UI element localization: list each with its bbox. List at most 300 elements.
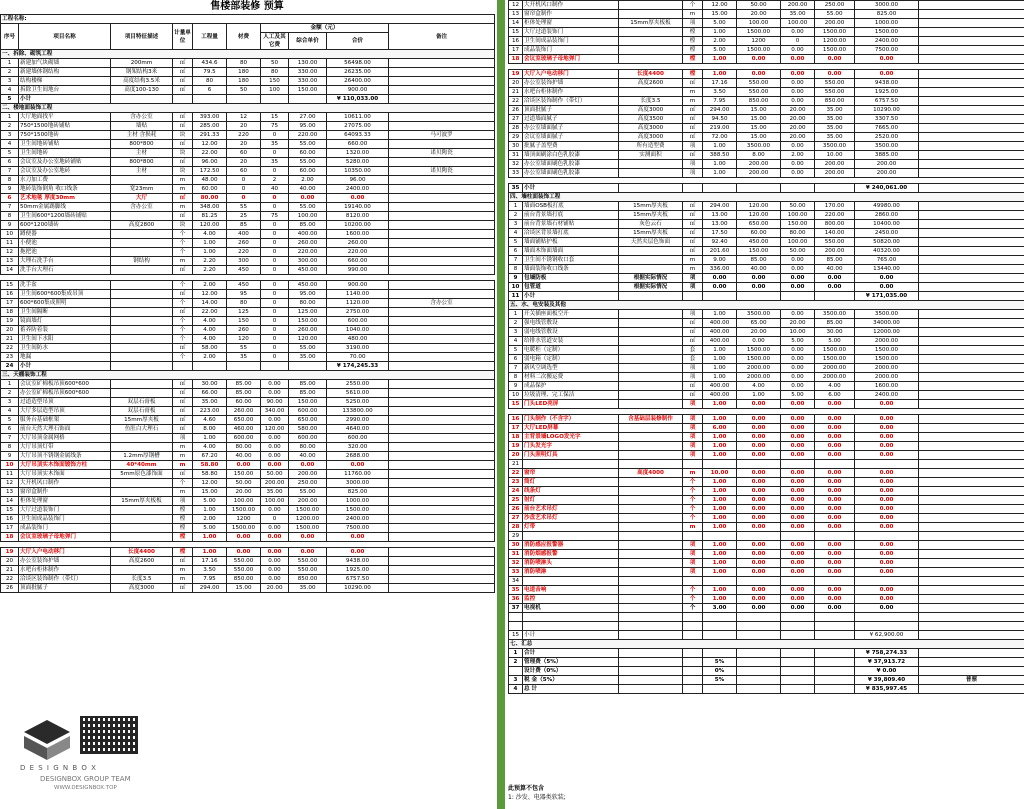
table-cell: 0.00 xyxy=(227,461,261,470)
table-cell: 新建加气块砌墙 xyxy=(19,59,111,68)
table-cell: 22 xyxy=(509,97,523,106)
header-spec: 项目特征描述 xyxy=(111,24,173,50)
table-cell: 550.00 xyxy=(289,566,327,575)
table-cell: 灰色云石 xyxy=(619,220,683,229)
table-cell: 55 xyxy=(227,203,261,212)
table-cell: 办公室墙面刷色乳胶漆 xyxy=(523,160,619,169)
table-cell: 1.00 xyxy=(703,550,737,559)
table-cell: 260 xyxy=(227,239,261,248)
table-row xyxy=(509,19,1024,28)
table-cell xyxy=(919,622,1024,631)
table-row xyxy=(509,676,1024,685)
table-cell xyxy=(781,613,815,622)
table-cell: 450 xyxy=(227,281,261,290)
table-cell: ㎡ xyxy=(173,584,193,593)
table-cell: 前台背景墙打底 xyxy=(523,211,619,220)
table-cell xyxy=(111,239,173,248)
table-cell: 55.00 xyxy=(289,140,327,149)
table-row xyxy=(509,169,1024,178)
table-cell: ㎡ xyxy=(683,337,703,346)
table-cell: 射灯 xyxy=(523,496,619,505)
table-cell: 0.00 xyxy=(781,46,815,55)
table-cell xyxy=(261,95,289,104)
table-cell: 2400.00 xyxy=(855,391,919,400)
table-row xyxy=(1,461,495,470)
table-cell xyxy=(389,533,495,542)
table-cell: 900.00 xyxy=(327,86,389,95)
table-cell: 材料二次搬运费 xyxy=(523,373,619,382)
table-cell xyxy=(619,460,683,469)
table-cell: 40.00 xyxy=(227,452,261,461)
table-cell: 40 xyxy=(261,185,289,194)
table-cell: 0.00 xyxy=(855,568,919,577)
table-cell: 0.00 xyxy=(261,557,289,566)
table-cell: 58.80 xyxy=(193,461,227,470)
table-row xyxy=(1,239,495,248)
table-cell: m xyxy=(173,566,193,575)
table-cell: 85.00 xyxy=(815,256,855,265)
table-cell: 1.00 xyxy=(703,442,737,451)
table-cell xyxy=(919,337,1024,346)
table-cell: 卫生间隔断 xyxy=(19,308,111,317)
table-cell: ㎡ xyxy=(173,389,193,398)
table-cell xyxy=(619,577,683,586)
table-cell: 85.00 xyxy=(289,221,327,230)
table-cell: 600.00 xyxy=(289,434,327,443)
table-cell: ¥ 171,035.00 xyxy=(855,292,919,301)
table-cell xyxy=(737,685,781,694)
table-cell xyxy=(111,95,173,104)
table-cell: 个 xyxy=(683,595,703,604)
table-cell: 2688.00 xyxy=(327,452,389,461)
table-cell: 项 xyxy=(683,568,703,577)
table-cell xyxy=(111,389,173,398)
table-row xyxy=(1,407,495,416)
table-row xyxy=(509,460,1024,469)
table-cell: 15 xyxy=(261,113,289,122)
table-cell: 0.00 xyxy=(781,283,815,292)
table-row xyxy=(509,124,1024,133)
table-cell xyxy=(919,523,1024,532)
table-cell: 6 xyxy=(193,86,227,95)
table-cell: 220.00 xyxy=(815,211,855,220)
table-cell: 消防喷淋 xyxy=(523,568,619,577)
table-cell xyxy=(919,37,1024,46)
table-row xyxy=(509,631,1024,640)
table-cell xyxy=(619,46,683,55)
table-cell xyxy=(619,28,683,37)
table-row xyxy=(509,10,1024,19)
table-row xyxy=(509,337,1024,346)
table-cell xyxy=(919,382,1024,391)
table-cell: 天然夹层色饰面 xyxy=(619,238,683,247)
table-cell: ㎡ xyxy=(683,151,703,160)
table-cell: 450.00 xyxy=(737,238,781,247)
table-row xyxy=(1,158,495,167)
table-cell: 2000.00 xyxy=(855,373,919,382)
table-cell xyxy=(919,124,1024,133)
table-cell xyxy=(781,667,815,676)
table-cell: 5250.00 xyxy=(327,398,389,407)
table-cell: 5% xyxy=(703,658,737,667)
table-cell: 25 xyxy=(227,212,261,221)
table-cell: 大厅地面找平 xyxy=(19,113,111,122)
table-cell: ㎡ xyxy=(683,238,703,247)
table-cell: 9 xyxy=(509,274,523,283)
table-row xyxy=(509,505,1024,514)
table-cell: 洽谈区装饰制作（带灯） xyxy=(19,575,111,584)
table-cell: 9 xyxy=(509,382,523,391)
table-row xyxy=(509,319,1024,328)
table-cell: m xyxy=(173,185,193,194)
table-cell xyxy=(523,622,619,631)
table-cell: 32 xyxy=(509,559,523,568)
table-cell: 含办公室 xyxy=(111,203,173,212)
table-cell: 6 xyxy=(1,425,19,434)
section-title: 四、墙柱面装饰工程 xyxy=(509,193,1024,202)
table-row xyxy=(1,95,495,104)
table-cell: 180 xyxy=(227,77,261,86)
table-cell: 13.00 xyxy=(703,211,737,220)
table-cell xyxy=(919,169,1024,178)
table-cell xyxy=(781,631,815,640)
table-cell: 项 xyxy=(683,373,703,382)
table-row xyxy=(1,566,495,575)
table-cell: 项 xyxy=(683,283,703,292)
table-cell: 400.00 xyxy=(289,230,327,239)
table-cell: 2860.00 xyxy=(855,211,919,220)
table-cell: ㎡ xyxy=(173,344,193,353)
table-cell xyxy=(619,514,683,523)
table-cell: 1500.00 xyxy=(737,355,781,364)
table-cell: 0.00 xyxy=(855,595,919,604)
table-cell: 1.00 xyxy=(703,364,737,373)
table-cell: 16 xyxy=(509,415,523,424)
table-cell xyxy=(111,176,173,185)
table-cell: 56498.00 xyxy=(327,59,389,68)
table-cell: 825.00 xyxy=(327,488,389,497)
table-cell: 15.00 xyxy=(227,584,261,593)
table-cell xyxy=(737,658,781,667)
table-cell: 2.00 xyxy=(193,515,227,524)
table-cell: 1140.00 xyxy=(327,290,389,299)
table-cell: 0.00 xyxy=(737,478,781,487)
table-cell: 过道墙面腻子 xyxy=(523,115,619,124)
table-cell: 大厅LED屏幕 xyxy=(523,424,619,433)
table-cell xyxy=(919,577,1024,586)
header-name: 项目名称 xyxy=(19,24,111,50)
table-cell xyxy=(919,151,1024,160)
table-cell: ¥ 110,033.00 xyxy=(327,95,389,104)
table-cell: 樘 xyxy=(173,515,193,524)
table-cell xyxy=(619,541,683,550)
right-table-body xyxy=(509,1,1024,694)
table-cell xyxy=(619,169,683,178)
table-cell: 0 xyxy=(261,326,289,335)
table-cell: 4 xyxy=(1,407,19,416)
table-cell: 40.00 xyxy=(815,265,855,274)
table-cell: 9438.00 xyxy=(327,557,389,566)
table-cell: 0 xyxy=(261,131,289,140)
table-cell: 17.50 xyxy=(703,229,737,238)
table-cell: 0 xyxy=(261,308,289,317)
table-cell xyxy=(919,550,1024,559)
table-cell: ㎡ xyxy=(683,106,703,115)
table-row xyxy=(1,425,495,434)
table-cell: 85.00 xyxy=(227,380,261,389)
table-cell: 20 xyxy=(509,79,523,88)
table-cell: 块 xyxy=(173,131,193,140)
table-row xyxy=(509,142,1024,151)
table-cell: 13 xyxy=(1,488,19,497)
table-cell: ㎡ xyxy=(683,319,703,328)
table-cell: m xyxy=(683,256,703,265)
table-row xyxy=(1,248,495,257)
table-cell: 35.00 xyxy=(815,133,855,142)
table-cell: 26400.00 xyxy=(327,77,389,86)
table-cell xyxy=(815,658,855,667)
table-row xyxy=(509,265,1024,274)
table-cell: 0 xyxy=(261,230,289,239)
table-cell: 大厅入户电动移门 xyxy=(19,548,111,557)
table-cell: 31 xyxy=(509,550,523,559)
table-cell xyxy=(703,292,737,301)
section-header-row xyxy=(509,193,1024,202)
table-cell: 钢架结构3米 xyxy=(111,68,173,77)
table-cell xyxy=(389,524,495,533)
table-row xyxy=(1,176,495,185)
table-cell: 会议室及办公室地砖 xyxy=(19,167,111,176)
table-cell: 600*600集成照明 xyxy=(19,299,111,308)
table-cell: 120.00 xyxy=(737,202,781,211)
table-cell: 1.00 xyxy=(703,559,737,568)
table-cell: 75 xyxy=(261,122,289,131)
table-cell: 850.00 xyxy=(737,97,781,106)
table-cell: 墙面铺贴护板 xyxy=(523,238,619,247)
table-cell: 0.00 xyxy=(737,559,781,568)
table-cell: 消防喷淋头 xyxy=(523,559,619,568)
table-cell: 150.00 xyxy=(289,398,327,407)
table-row xyxy=(1,452,495,461)
table-cell: 5.00 xyxy=(193,497,227,506)
table-cell: 550.00 xyxy=(227,557,261,566)
table-row xyxy=(1,344,495,353)
table-cell: 卫生间地砖铺贴 xyxy=(19,140,111,149)
table-cell: 7665.00 xyxy=(855,124,919,133)
table-row xyxy=(1,335,495,344)
table-cell: 3.00 xyxy=(703,604,737,613)
table-cell: 3 xyxy=(1,77,19,86)
table-cell xyxy=(703,649,737,658)
table-cell: 高度4000 xyxy=(619,469,683,478)
table-cell xyxy=(619,10,683,19)
table-cell: 门头照明灯具 xyxy=(523,451,619,460)
table-cell xyxy=(683,667,703,676)
table-cell: ㎡ xyxy=(683,133,703,142)
table-cell: 3 xyxy=(509,676,523,685)
table-cell: 14.00 xyxy=(193,299,227,308)
table-row xyxy=(509,685,1024,694)
table-cell xyxy=(619,256,683,265)
table-cell: 34 xyxy=(509,577,523,586)
table-cell xyxy=(683,292,703,301)
table-row xyxy=(1,353,495,362)
table-cell xyxy=(781,649,815,658)
table-cell: 3307.50 xyxy=(855,115,919,124)
table-cell: 20.00 xyxy=(781,106,815,115)
table-cell: 0.00 xyxy=(781,415,815,424)
table-cell xyxy=(619,550,683,559)
table-cell: 2 xyxy=(1,68,19,77)
table-cell: 个 xyxy=(173,335,193,344)
table-row xyxy=(1,434,495,443)
table-cell: 200.00 xyxy=(781,1,815,10)
table-cell: 1925.00 xyxy=(327,566,389,575)
header-total: 合价 xyxy=(327,33,389,50)
table-cell: 双层石膏板 xyxy=(111,398,173,407)
header-no: 序号 xyxy=(1,24,19,50)
table-cell: 300.00 xyxy=(289,257,327,266)
table-cell: 高度3000 xyxy=(619,124,683,133)
table-cell: 0.00 xyxy=(327,461,389,470)
table-cell: 100.00 xyxy=(737,19,781,28)
table-cell: 40.00 xyxy=(289,185,327,194)
notes-line-1: 此预算不包含 xyxy=(508,785,545,792)
table-cell: 825.00 xyxy=(855,10,919,19)
table-row xyxy=(509,364,1024,373)
table-cell: 税 金（5%） xyxy=(523,676,619,685)
table-cell: ㎡ xyxy=(173,557,193,566)
table-cell: 0 xyxy=(261,248,289,257)
table-cell: 26 xyxy=(509,106,523,115)
table-row xyxy=(509,55,1024,64)
table-cell: 50.00 xyxy=(781,202,815,211)
table-cell: 200.00 xyxy=(289,470,327,479)
table-cell: 250.00 xyxy=(289,479,327,488)
table-cell xyxy=(919,532,1024,541)
table-cell: 25 xyxy=(509,496,523,505)
table-cell: 80.00 xyxy=(193,194,227,203)
table-row xyxy=(509,220,1024,229)
table-row xyxy=(509,106,1024,115)
table-cell: ¥ 758,274.33 xyxy=(855,649,919,658)
table-cell: 200.00 xyxy=(855,160,919,169)
table-cell: 95 xyxy=(227,290,261,299)
table-cell: 11760.00 xyxy=(327,470,389,479)
table-cell: 120.00 xyxy=(289,335,327,344)
table-cell xyxy=(919,364,1024,373)
table-cell: 0.00 xyxy=(781,373,815,382)
table-cell xyxy=(919,460,1024,469)
table-cell: 30.00 xyxy=(815,328,855,337)
table-cell xyxy=(737,613,781,622)
table-cell: 14 xyxy=(509,19,523,28)
table-cell: 0.00 xyxy=(815,487,855,496)
table-cell xyxy=(919,1,1024,10)
table-row xyxy=(509,328,1024,337)
table-row xyxy=(1,497,495,506)
table-cell: 600.00 xyxy=(227,434,261,443)
table-row xyxy=(509,391,1024,400)
table-cell: 0 xyxy=(261,515,289,524)
table-cell: 40*40mm xyxy=(111,461,173,470)
table-cell xyxy=(855,613,919,622)
table-row xyxy=(509,613,1024,622)
table-cell: 400.00 xyxy=(703,391,737,400)
table-cell: 0.00 xyxy=(737,55,781,64)
table-cell: 0.00 xyxy=(737,550,781,559)
table-row xyxy=(509,622,1024,631)
table-cell xyxy=(919,106,1024,115)
table-cell xyxy=(737,631,781,640)
table-cell: 个 xyxy=(173,317,193,326)
table-cell: ㎡ xyxy=(683,220,703,229)
table-cell: 根据实际情况 xyxy=(619,274,683,283)
left-table xyxy=(0,14,495,593)
table-row xyxy=(1,149,495,158)
table-cell: 墙顶面刷涂白色乳胶漆 xyxy=(523,151,619,160)
table-cell: 13440.00 xyxy=(855,265,919,274)
table-cell: 线条灯 xyxy=(523,487,619,496)
table-cell: 50820.00 xyxy=(855,238,919,247)
table-cell xyxy=(619,391,683,400)
table-cell: 0.00 xyxy=(227,533,261,542)
table-cell: 5 xyxy=(1,416,19,425)
table-cell: 蹲便器 xyxy=(19,230,111,239)
table-cell: 0.00 xyxy=(815,496,855,505)
table-cell: m xyxy=(173,203,193,212)
table-cell: 3000.00 xyxy=(327,479,389,488)
table-cell: 35.00 xyxy=(781,10,815,19)
table-cell: 2.20 xyxy=(193,257,227,266)
table-cell: 0.00 xyxy=(261,416,289,425)
table-cell: 35.00 xyxy=(193,398,227,407)
table-cell xyxy=(523,532,619,541)
table-cell: 150.00 xyxy=(737,247,781,256)
table-cell: 27 xyxy=(509,514,523,523)
table-cell xyxy=(389,68,495,77)
table-cell xyxy=(389,353,495,362)
table-row xyxy=(1,548,495,557)
table-cell xyxy=(855,622,919,631)
table-cell: 35.00 xyxy=(815,124,855,133)
table-cell: 拆除卫生间地台 xyxy=(19,86,111,95)
table-cell: 会议室矿棉板吊顶600*600 xyxy=(19,380,111,389)
table-cell xyxy=(111,533,173,542)
table-cell: 22.00 xyxy=(193,149,227,158)
table-cell: 0 xyxy=(781,37,815,46)
table-cell: 墙面木饰面墙面 xyxy=(523,247,619,256)
table-cell: 2 xyxy=(509,211,523,220)
table-cell: ㎡ xyxy=(683,202,703,211)
table-cell: 诺贝陶瓷 xyxy=(389,149,495,158)
table-cell xyxy=(619,595,683,604)
table-cell: 卫生间600*1200墙砖铺贴 xyxy=(19,212,111,221)
table-cell xyxy=(389,452,495,461)
table-cell: 1600.00 xyxy=(855,382,919,391)
table-cell: 1.00 xyxy=(703,169,737,178)
table-cell: 10 xyxy=(1,230,19,239)
table-cell: 1 xyxy=(1,113,19,122)
table-cell: 块 xyxy=(173,149,193,158)
table-cell: 0.00 xyxy=(781,595,815,604)
table-cell: 15.00 xyxy=(737,106,781,115)
table-cell: ㎡ xyxy=(683,211,703,220)
table-cell: 29 xyxy=(509,133,523,142)
table-cell: 樘 xyxy=(173,533,193,542)
table-cell: 16 xyxy=(509,37,523,46)
table-cell xyxy=(389,488,495,497)
